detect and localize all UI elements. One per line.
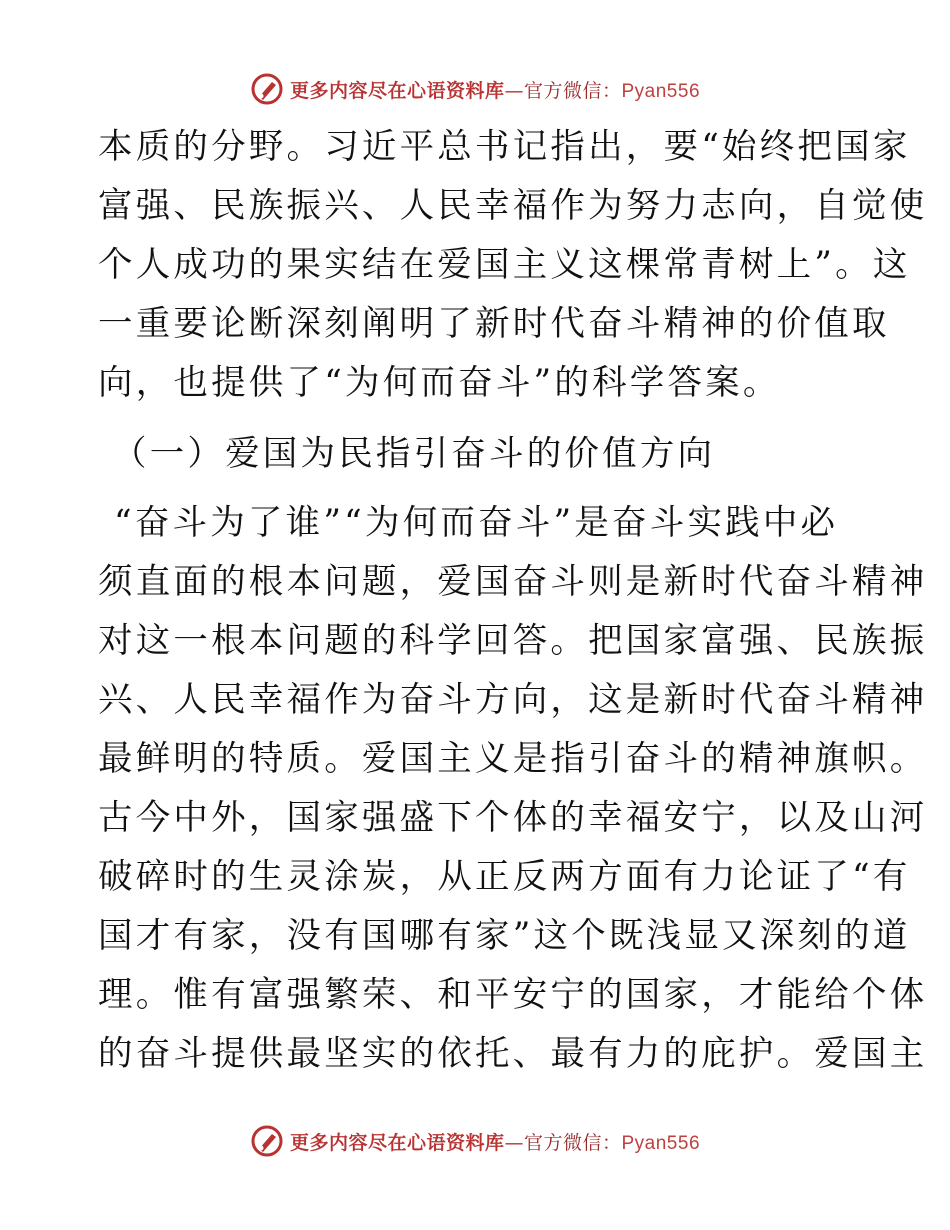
text-line: 个人成功的果实结在爱国主义这棵常青树上”。这 (98, 245, 911, 285)
document-body (98, 118, 928, 1084)
section-heading: （一）爱国为民指引奋斗的价值方向 (112, 434, 716, 474)
text-line: 对这一根本问题的科学回答。把国家富强、民族振 (98, 621, 928, 661)
text-line: “奋斗为了谁”“为何而奋斗”是奋斗实践中必 (114, 503, 839, 543)
text-line: 国才有家，没有国哪有家”这个既浅显又深刻的道 (98, 916, 911, 956)
watermark-dash: — (504, 79, 524, 102)
text-line: 须直面的根本问题，爱国奋斗则是新时代奋斗精神 (98, 562, 928, 602)
watermark-title: 更多内容尽在心语资料库 (289, 1131, 505, 1154)
pen-logo-icon (250, 1124, 284, 1158)
header-watermark (0, 72, 950, 106)
text-line: 的奋斗提供最坚实的依托、最有力的庇护。爱国主 (98, 1034, 928, 1074)
text-line: 兴、人民幸福作为奋斗方向，这是新时代奋斗精神 (98, 680, 928, 720)
paragraph-2 (98, 494, 928, 1084)
footer-watermark (0, 1124, 950, 1158)
text-line: 向，也提供了“为何而奋斗”的科学答案。 (98, 363, 781, 403)
watermark-official-label: 官方微信： (523, 79, 622, 102)
text-line: 最鲜明的特质。爱国主义是指引奋斗的精神旗帜。 (98, 739, 928, 779)
paragraph-1 (98, 118, 928, 413)
watermark-official-label: 官方微信： (523, 1131, 622, 1154)
text-line: 古今中外，国家强盛下个体的幸福安宁，以及山河 (98, 798, 928, 838)
watermark-title: 更多内容尽在心语资料库 (289, 79, 505, 102)
watermark-dash: — (504, 1131, 524, 1154)
text-line: 本质的分野。习近平总书记指出，要“始终把国家 (98, 127, 911, 167)
text-line: 富强、民族振兴、人民幸福作为努力志向，自觉使 (98, 186, 928, 226)
pen-logo-icon (250, 72, 284, 106)
text-line: 一重要论断深刻阐明了新时代奋斗精神的价值取 (98, 304, 890, 344)
text-line: 破碎时的生灵涂炭，从正反两方面有力论证了“有 (98, 857, 911, 897)
text-line: 理。惟有富强繁荣、和平安宁的国家，才能给个体 (98, 975, 928, 1015)
watermark-wechat-id: Pyan556 (621, 1132, 701, 1154)
watermark-wechat-id: Pyan556 (621, 80, 701, 102)
